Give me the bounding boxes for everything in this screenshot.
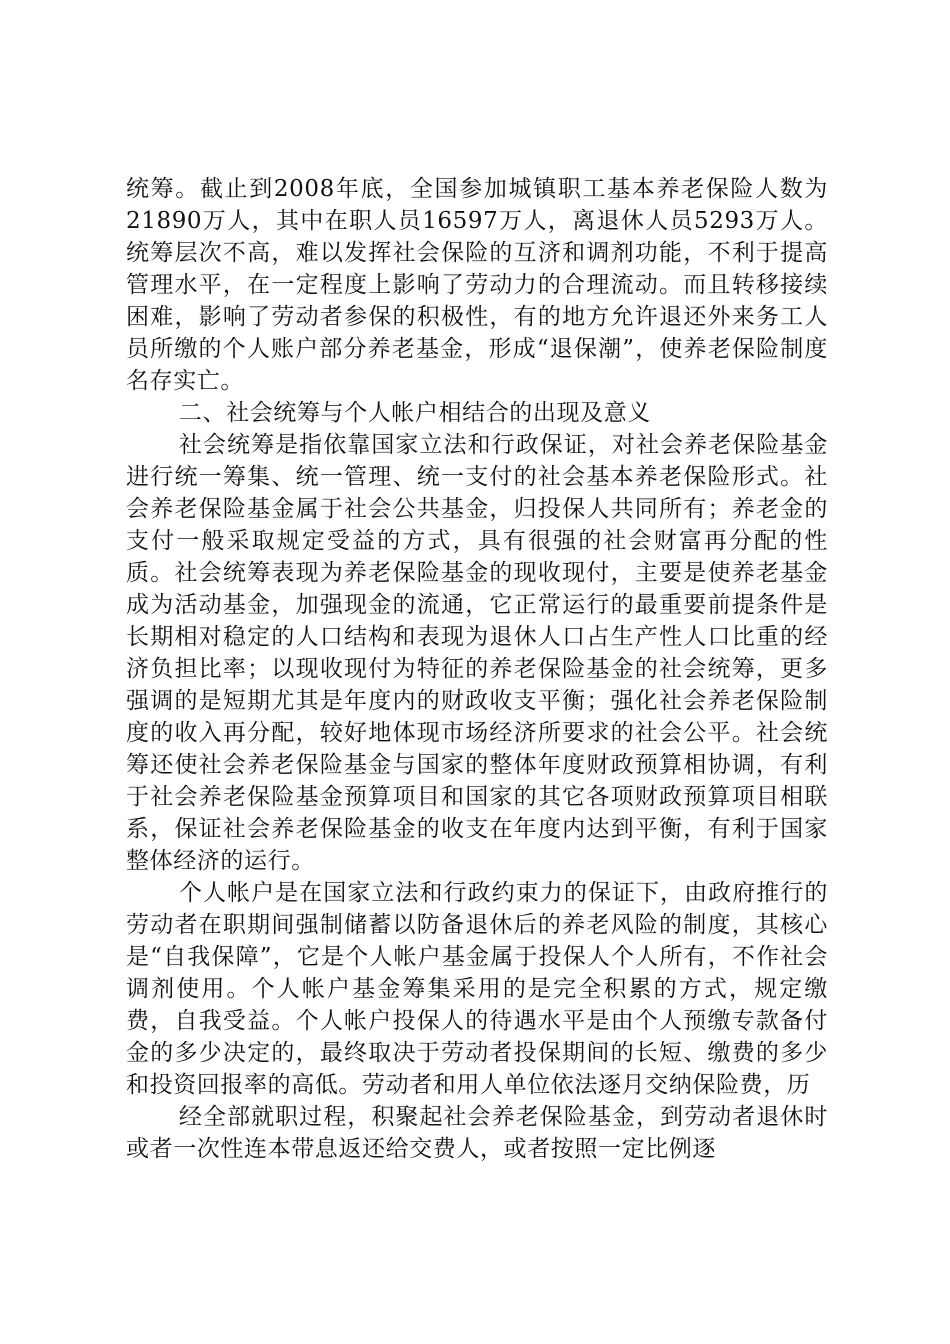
paragraph-pension-statistics: 统筹。截止到2008年底，全国参加城镇职工基本养老保险人数为21890万人，其中在职人员16597万人，离退休人员5293万人。统筹层次不高，难以发挥社会保险的互济和调剂功能，不利于提高管理水平，在一定程度上影响了劳动力的合理流动。而且转移接续困难，影响了劳动者参保的积极性，有的地方允许退还外来务工人员所缴的个人账户部分养老基金，形成“退保潮”，使养老保险制度名存实亡。 — [126, 176, 828, 394]
section-heading: 二、社会统筹与个人帐户相结合的出现及意义 — [178, 400, 651, 426]
paragraph-social-pooling: 社会统筹是指依靠国家立法和行政保证，对社会养老保险基金进行统一筹集、统一管理、统一支付的社会基本养老保险形式。社会养老保险基金属于社会公共基金，归投保人共同所有；养老金的支付一般采取规定受益的方式，具有很强的社会财富再分配的性质。社会统筹表现为养老保险基金的现收现付，主要是使养老基金成为活动基金，加强现金的流通，它正常运行的最重要前提条件是长期相对稳定的人口结构和表现为退休人口占生产性人口比重的经济负担比率；以现收现付为特征的养老保险基金的社会统筹，更多强调的是短期尤其是年度内的财政收支平衡；强化社会养老保险制度的收入再分配，较好地体现市场经济所要求的社会公平。社会统筹还使社会养老保险基金与国家的整体年度财政预算相协调，有利于社会养老保险基金预算项目和国家的其它各项财政预算项目相联系，保证社会养老保险基金的收支在年度内达到平衡，有利于国家整体经济的运行。 — [126, 432, 828, 874]
paragraph-continuation: 经全部就职过程，积聚起社会养老保险基金，到劳动者退休时或者一次性连本带息返还给交费人，或者按照一定比例逐 — [126, 1104, 828, 1162]
document-body — [126, 173, 828, 1165]
paragraph-individual-account: 个人帐户是在国家立法和行政约束力的保证下，由政府推行的劳动者在职期间强制储蓄以防备退休后的养老风险的制度，其核心是“自我保障”，它是个人帐户基金属于投保人个人所有，不作社会调剂使用。个人帐户基金筹集采用的是完全积累的方式，规定缴费，自我受益。个人帐户投保人的待遇水平是由个人预缴专款备付金的多少决定的，最终取决于劳动者投保期间的长短、缴费的多少和投资回报率的高低。劳动者和用人单位依法逐月交纳保险费，历 — [126, 880, 828, 1098]
